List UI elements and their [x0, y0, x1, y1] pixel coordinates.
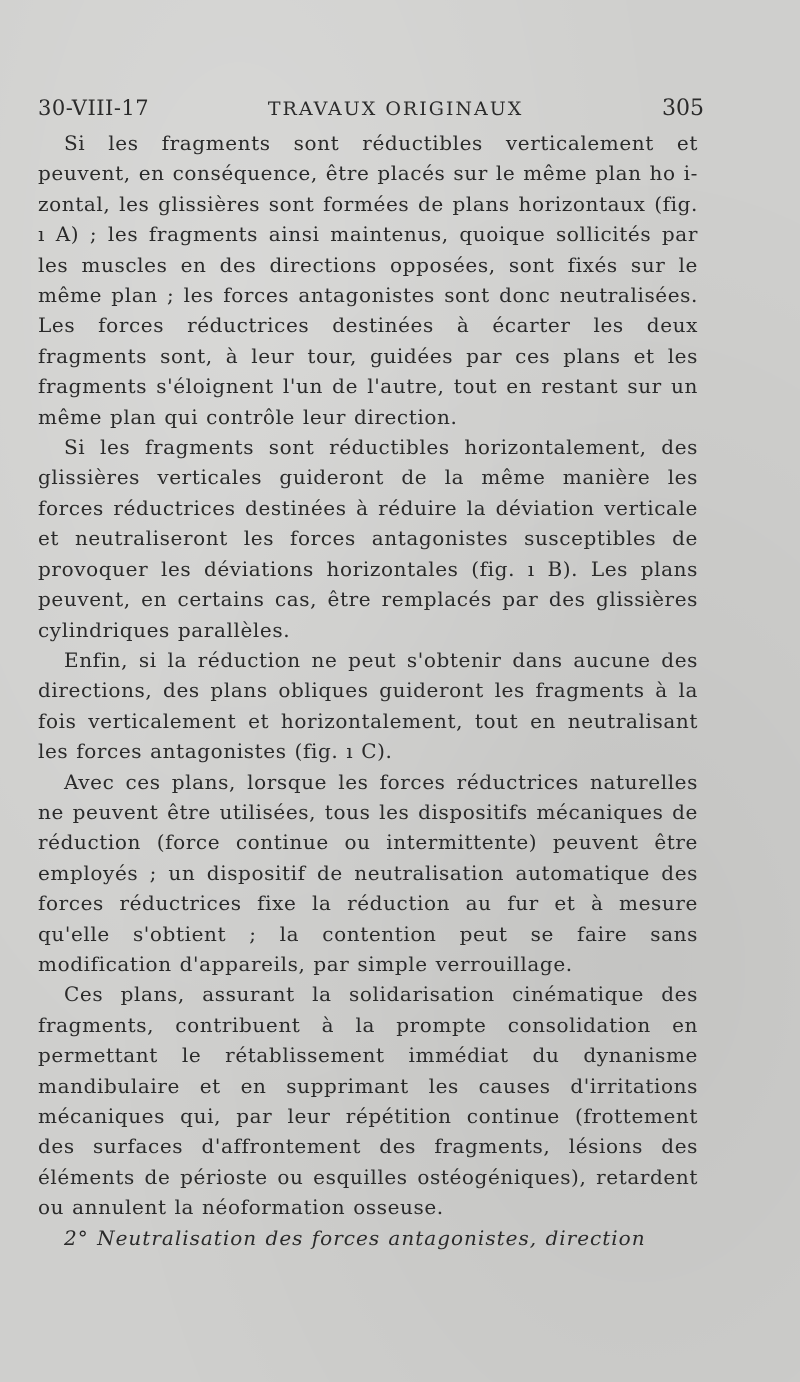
header-date: 30-VIII-17	[38, 96, 150, 120]
paragraph-3: Enfin, si la réduction ne peut s'obtenir dans aucune des directions, des plans obliques guideront les fragments à la fois verticalement et horizontalement, tout en neutralisant les forces antagonistes (fig. ı C).	[38, 647, 698, 764]
paragraph-5: Ces plans, assurant la solidarisation cinématique des fragments, contribuent à la prompte consolidation en permettant le rétablissement immédiat du dynanisme mandibulaire et en supprimant les causes d'irritations mécaniques qui, par leur répétition continue (frottement des surfaces d'affrontement des fragments, lésions des éléments de périoste ou esquilles ostéogéniques), retardent ou annulent la néoformation osseuse.	[38, 982, 698, 1220]
page-body	[38, 128, 698, 1253]
page-header	[38, 96, 704, 126]
paragraph-1: Si les fragments sont réductibles verticalement et peuvent, en conséquence, être placés sur le même plan ho i-zontal, les glissières sont formées de plans horizontaux (fig. ı A) ; les fragments ainsi maintenus, quoique sollicités par les muscles en des directions opposées, sont fixés sur le même plan ; les forces antagonistes sont donc neutralisées. Les forces réductrices destinées à écarter les deux fragments sont, à leur tour, guidées par ces plans et les fragments s'éloignent l'un de l'autre, tout en restant sur un même plan qui contrôle leur direction.	[38, 131, 698, 429]
paragraph-2: Si les fragments sont réductibles horizontalement, des glissières verticales guideront de la même manière les forces réductrices destinées à réduire la déviation verticale et neutraliseront les forces antagonistes susceptibles de provoquer les déviations horizontales (fig. ı B). Les plans peuvent, en certains cas, être remplacés par des glissières cylindriques parallèles.	[38, 435, 698, 642]
page-number: 305	[662, 96, 704, 121]
paragraph-4: Avec ces plans, lorsque les forces réductrices naturelles ne peuvent être utilisées, tous les dispositifs mécaniques de réduction (force continue ou intermittente) peuvent être employés ; un dispositif de neutralisation automatique des forces réductrices fixe la réduction au fur et à mesure qu'elle s'obtient ; la contention peut se faire sans modification d'appareils, par simple verrouillage.	[38, 769, 698, 976]
section-subheading: 2° Neutralisation des forces antagonistes, direction	[64, 1225, 646, 1250]
running-title: TRAVAUX ORIGINAUX	[267, 98, 524, 120]
